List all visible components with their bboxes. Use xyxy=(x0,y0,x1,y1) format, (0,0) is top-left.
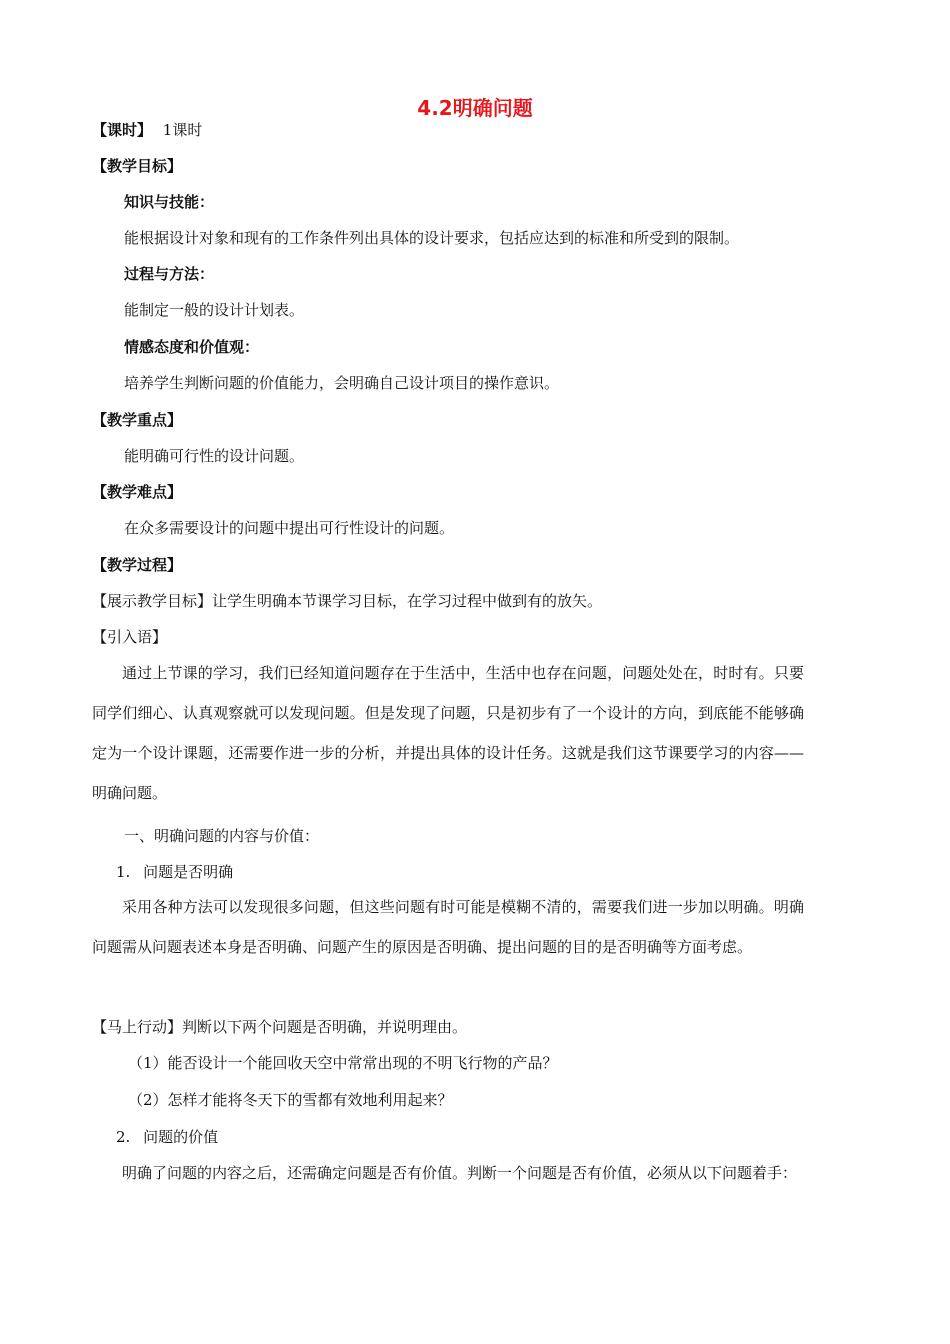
page-title: 4.2明确问题 xyxy=(417,96,533,120)
action-label: 【马上行动】 xyxy=(92,1018,183,1036)
intro-paragraph: 通过上节课的学习，我们已经知道问题存在于生活中，生活中也存在问题，问题处处在，时时有。只要同学们细心、认真观察就可以发现问题。但是发现了问题，只是初步有了一个设计的方向，到底能不能够确定为一个设计课题，还需要作进一步的分析，并提出具体的设计任务。这就是我们这节课要学习的内容——明确问题。 xyxy=(92,664,804,802)
item-2-paragraph: 明确了问题的内容之后，还需确定问题是否有价值。判断一个问题是否有价值，必须从以下问题着手： xyxy=(122,1164,798,1182)
emotion-label: 情感态度和价值观： xyxy=(124,338,260,356)
knowledge-label: 知识与技能： xyxy=(124,193,215,211)
process-label: 过程与方法： xyxy=(124,265,215,283)
action-text: 判断以下两个问题是否明确，并说明理由。 xyxy=(182,1018,468,1036)
lesson-time-value: 1课时 xyxy=(162,121,203,139)
knowledge-text: 能根据设计对象和现有的工作条件列出具体的设计要求，包括应达到的标准和所受到的限制。 xyxy=(124,229,740,247)
emotion-text: 培养学生判断问题的价值能力，会明确自己设计项目的操作意识。 xyxy=(124,374,560,392)
item-2-title: 问题的价值 xyxy=(143,1128,219,1146)
intro-label: 【引入语】 xyxy=(92,628,168,646)
action-line xyxy=(92,1017,467,1037)
lesson-time-label: 【课时】 xyxy=(92,121,153,139)
difficulty-text: 在众多需要设计的问题中提出可行性设计的问题。 xyxy=(124,519,455,537)
question-1: （1）能否设计一个能回收天空中常常出现的不明飞行物的产品？ xyxy=(128,1054,558,1072)
item-2-number: 2. xyxy=(116,1128,131,1146)
process-text: 能制定一般的设计计划表。 xyxy=(124,301,305,319)
item-1-paragraph: 采用各种方法可以发现很多问题，但这些问题有时可能是模糊不清的，需要我们进一步加以明确。明确问题需从问题表述本身是否明确、问题产生的原因是否明确、提出问题的目的是否明确等方面考虑。 xyxy=(92,898,804,956)
section-1-heading: 一、明确问题的内容与价值： xyxy=(124,827,320,845)
item-2-heading xyxy=(116,1127,218,1147)
process-heading: 【教学过程】 xyxy=(92,556,183,574)
item-1-title: 问题是否明确 xyxy=(143,863,234,881)
lesson-time xyxy=(92,120,202,140)
show-goal-label: 【展示教学目标】 xyxy=(92,592,213,610)
difficulty-heading: 【教学难点】 xyxy=(92,483,183,501)
objectives-heading: 【教学目标】 xyxy=(92,157,183,175)
show-goal-text: 让学生明确本节课学习目标，在学习过程中做到有的放矢。 xyxy=(212,592,603,610)
show-goal xyxy=(92,591,602,611)
question-2: （2）怎样才能将冬天下的雪都有效地利用起来？ xyxy=(128,1091,453,1109)
key-point-text: 能明确可行性的设计问题。 xyxy=(124,447,305,465)
item-1-heading xyxy=(116,862,233,882)
item-1-number: 1. xyxy=(116,863,131,881)
key-point-heading: 【教学重点】 xyxy=(92,411,183,429)
